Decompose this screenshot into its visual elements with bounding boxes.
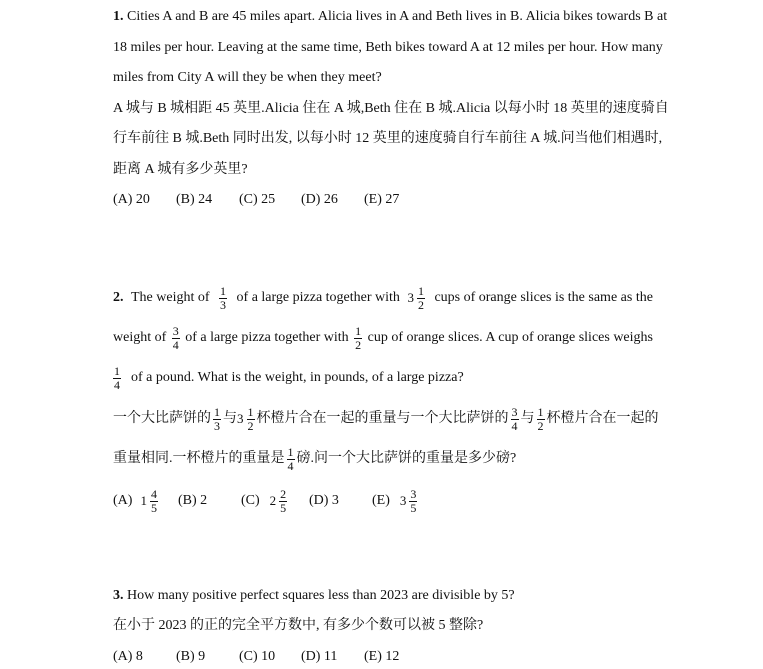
numerator: 3 [511,404,518,419]
problem-1-en-line-2: 18 miles per hour. Leaving at the same time, Beth bikes toward A at 12 miles per hour. How many [113,40,663,55]
problem-2-en-l1-text-1: The weight of [131,290,210,305]
numerator: 3 [172,323,179,338]
option-label: (C) [241,493,260,508]
fraction [537,406,545,433]
denominator: 3 [220,297,227,312]
fraction [417,285,425,312]
problem-1-en-line-3: miles from City A will they be when they meet? [113,70,382,85]
whole-part: 2 [269,493,277,508]
problem-2-en-l2-text-2: of a large pizza together with [185,330,349,345]
numerator: 1 [417,283,424,298]
problem-2-cn-l1-text-2: 与 [223,411,237,426]
problem-2-cn-l2-text-1: 重量相同.一杯橙片的重量是 [113,451,285,466]
whole-part: 3 [237,411,244,426]
whole-part: 3 [399,493,407,508]
problem-3-text: How many positive perfect squares less than 2023 are divisible by 5? [127,588,515,603]
problem-3-option-a[interactable]: (A) 8 [113,649,143,664]
fraction [213,406,221,433]
problem-2-en-line-2 [113,320,653,356]
numerator: 1 [247,404,254,419]
problem-2-en-l3-text: of a pound. What is the weight, in pounds, of a large pizza? [131,370,464,385]
numerator: 1 [287,444,294,459]
fraction [279,488,287,515]
problem-2-option-b[interactable]: (B) 2 [178,493,208,508]
denominator: 5 [280,500,287,515]
problem-1-option-e[interactable]: (E) 27 [364,192,400,207]
problem-3-option-d[interactable]: (D) 11 [301,649,338,664]
problem-3-options [113,648,399,666]
fraction [409,488,417,515]
problem-3-en-line-1 [113,587,515,605]
problem-2-option-e[interactable] [372,488,419,515]
problem-3-option-c[interactable]: (C) 10 [239,649,276,664]
problem-2-option-a[interactable] [113,488,178,515]
problem-2-en-l1-text-3: cups of orange slices is the same as the [434,290,653,305]
numerator: 1 [114,363,120,378]
problem-2-en-l2-text-3: cup of orange slices. A cup of orange slices weighs [367,330,653,345]
numerator: 4 [150,486,157,501]
mixed-number [407,285,427,312]
denominator: 4 [287,458,294,473]
problem-2-cn-line-2 [113,441,516,477]
numerator: 1 [355,323,362,338]
problem-2-cn-l2-text-2: 磅.问一个大比萨饼的重量是多少磅? [296,451,517,466]
fraction [511,406,519,433]
numerator: 1 [214,404,220,419]
problem-2-en-l2-text-1: weight of [113,330,167,345]
problem-2-options [113,483,419,519]
problem-1-en-line-1 [113,8,667,26]
fraction [354,325,362,352]
denominator: 3 [214,418,220,433]
numerator: 3 [410,486,417,501]
problem-3-cn-line-1: 在小于 2023 的正的完全平方数中, 有多少个数可以被 5 整除? [113,618,484,633]
mixed-number [400,488,420,515]
problem-3-number: 3. [113,588,124,603]
fraction [172,325,180,352]
denominator: 2 [247,418,254,433]
problem-2-cn-line-1 [113,401,659,437]
problem-2-option-d[interactable]: (D) 3 [309,493,339,508]
whole-part: 3 [407,290,414,305]
denominator: 4 [114,377,120,392]
problem-1-number: 1. [113,9,124,24]
problem-1-option-b[interactable]: (B) 24 [176,192,213,207]
mixed-number [140,488,160,515]
problem-2-cn-l1-text-5: 杯橙片合在一起的 [546,411,659,426]
denominator: 4 [511,418,518,433]
fraction [113,365,121,392]
problem-2-cn-l1-text-4: 与 [520,411,535,426]
numerator: 2 [280,486,287,501]
fraction [219,285,227,312]
whole-part: 1 [140,493,147,508]
option-label: (E) [372,493,390,508]
denominator: 4 [172,337,179,352]
problem-2-number: 2. [113,290,124,305]
denominator: 2 [417,297,424,312]
problem-3-option-e[interactable]: (E) 12 [364,649,400,664]
problem-2-en-line-1 [113,280,653,316]
problem-3-option-b[interactable]: (B) 9 [176,649,206,664]
denominator: 5 [410,500,417,515]
fraction [247,406,255,433]
mixed-number [270,488,290,515]
problem-1-option-a[interactable]: (A) 20 [113,192,150,207]
problem-1-cn-line-1: A 城与 B 城相距 45 英里.Alicia 住在 A 城,Beth 住在 B 城.Alicia 以每小时 18 英里的速度骑自 [113,101,669,116]
problem-2-cn-l1-text-1: 一个大比萨饼的 [113,411,211,426]
option-label: (A) [113,493,133,508]
problem-1-options [113,191,399,209]
fraction [150,488,158,515]
problem-2-en-line-3 [113,360,464,396]
denominator: 5 [150,500,157,515]
denominator: 2 [537,418,544,433]
problem-1-text: Cities A and B are 45 miles apart. Alicia lives in A and Beth lives in B. Alicia bikes towards B at [127,9,668,24]
problem-1-cn-line-3: 距离 A 城有多少英里? [113,162,248,177]
problem-1-cn-line-2: 行车前往 B 城.Beth 同时出发, 以每小时 12 英里的速度骑自行车前往 A 城.问当他们相遇时, [113,131,663,146]
numerator: 1 [220,283,227,298]
problem-1-option-d[interactable]: (D) 26 [301,192,338,207]
problem-2-option-c[interactable] [241,488,309,515]
denominator: 2 [355,337,362,352]
problem-1-option-c[interactable]: (C) 25 [239,192,276,207]
problem-2-cn-l1-text-3: 杯橙片合在一起的重量与一个大比萨饼的 [256,411,509,426]
numerator: 1 [537,404,544,419]
problem-2-en-l1-text-2: of a large pizza together with [236,290,400,305]
mixed-number [237,406,257,433]
fraction [287,446,295,473]
